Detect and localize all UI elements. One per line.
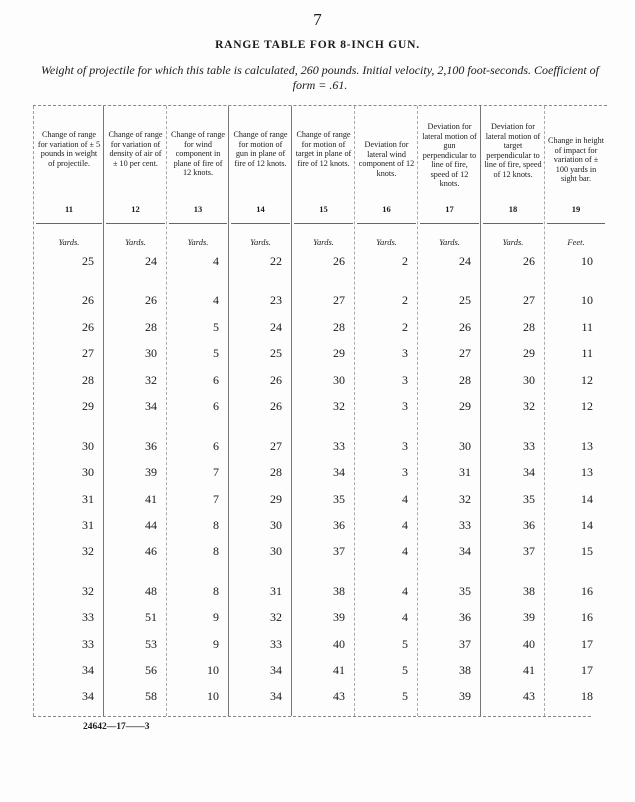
column-number: 12 bbox=[131, 204, 140, 214]
table-cell: 35 bbox=[459, 584, 471, 598]
column-header-rule bbox=[169, 223, 227, 224]
table-cell: 24 bbox=[270, 320, 282, 334]
table-column-13 bbox=[166, 106, 229, 716]
table-cell: 35 bbox=[523, 492, 535, 506]
table-cell: 26 bbox=[145, 293, 157, 307]
table-cell: 34 bbox=[270, 689, 282, 703]
table-cell: 24 bbox=[459, 254, 471, 268]
table-cell: 4 bbox=[402, 610, 408, 624]
table-cell: 32 bbox=[459, 492, 471, 506]
table-cell: 5 bbox=[213, 320, 219, 334]
column-number: 17 bbox=[445, 204, 454, 214]
table-cell: 32 bbox=[523, 399, 535, 413]
table-cell: 27 bbox=[459, 346, 471, 360]
table-cell: 34 bbox=[82, 689, 94, 703]
table-bottom-rule bbox=[33, 716, 591, 717]
table-cell: 29 bbox=[270, 492, 282, 506]
table-cell: 8 bbox=[213, 544, 219, 558]
column-number: 11 bbox=[64, 204, 74, 214]
table-cell: 41 bbox=[523, 663, 535, 677]
table-cell: 25 bbox=[270, 346, 282, 360]
table-cell: 10 bbox=[207, 689, 219, 703]
table-cell: 16 bbox=[581, 610, 593, 624]
table-cell: 48 bbox=[145, 584, 157, 598]
column-heading: Change of range for variation of ± 5 pounds in weight of projectile. bbox=[37, 130, 101, 168]
table-cell: 3 bbox=[402, 465, 408, 479]
table-cell: 34 bbox=[523, 465, 535, 479]
table-cell: 28 bbox=[333, 320, 345, 334]
table-cell: 15 bbox=[581, 544, 593, 558]
table-cell: 31 bbox=[82, 518, 94, 532]
table-cell: 51 bbox=[145, 610, 157, 624]
table-cell: 53 bbox=[145, 637, 157, 651]
table-cell: 13 bbox=[581, 465, 593, 479]
table-cell: 9 bbox=[213, 637, 219, 651]
table-cell: 25 bbox=[82, 254, 94, 268]
table-cell: 24 bbox=[145, 254, 157, 268]
table-cell: 40 bbox=[333, 637, 345, 651]
column-unit: Yards. bbox=[125, 237, 146, 247]
table-cell: 34 bbox=[82, 663, 94, 677]
table-cell: 5 bbox=[213, 346, 219, 360]
table-cell: 30 bbox=[459, 439, 471, 453]
table-cell: 29 bbox=[523, 346, 535, 360]
table-cell: 3 bbox=[402, 399, 408, 413]
table-cell: 58 bbox=[145, 689, 157, 703]
table-cell: 38 bbox=[523, 584, 535, 598]
table-cell: 31 bbox=[459, 465, 471, 479]
table-cell: 26 bbox=[523, 254, 535, 268]
table-cell: 30 bbox=[82, 439, 94, 453]
table-cell: 56 bbox=[145, 663, 157, 677]
table-cell: 2 bbox=[402, 293, 408, 307]
table-cell: 16 bbox=[581, 584, 593, 598]
table-cell: 4 bbox=[402, 492, 408, 506]
column-heading: Change of range for wind component in plane of fire of 12 knots. bbox=[170, 130, 226, 177]
table-cell: 26 bbox=[82, 293, 94, 307]
table-column-17 bbox=[417, 106, 481, 716]
column-unit: Yards. bbox=[58, 237, 80, 247]
table-cell: 37 bbox=[459, 637, 471, 651]
table-cell: 28 bbox=[270, 465, 282, 479]
column-heading: Change of range for variation of density of air of ± 10 per cent. bbox=[108, 130, 163, 168]
table-cell: 10 bbox=[581, 293, 593, 307]
table-cell: 5 bbox=[402, 637, 408, 651]
table-cell: 14 bbox=[581, 492, 593, 506]
table-cell: 28 bbox=[82, 373, 94, 387]
table-cell: 10 bbox=[207, 663, 219, 677]
column-header-rule bbox=[106, 223, 165, 224]
table-cell: 43 bbox=[523, 689, 535, 703]
table-column-18 bbox=[480, 106, 545, 716]
table-cell: 41 bbox=[145, 492, 157, 506]
table-cell: 2 bbox=[402, 254, 408, 268]
table-cell: 39 bbox=[333, 610, 345, 624]
table-cell: 35 bbox=[333, 492, 345, 506]
table-cell: 36 bbox=[523, 518, 535, 532]
table-cell: 34 bbox=[270, 663, 282, 677]
table-cell: 36 bbox=[459, 610, 471, 624]
table-cell: 7 bbox=[213, 492, 219, 506]
column-unit: Yards. bbox=[187, 237, 209, 247]
table-column-15 bbox=[291, 106, 355, 716]
table-cell: 3 bbox=[402, 439, 408, 453]
table-subtitle: Weight of projectile for which this table is calculated, 260 pounds. Initial velocity, 2,100 foot-seconds. Coefficient of form = .61. bbox=[40, 63, 600, 92]
table-cell: 31 bbox=[270, 584, 282, 598]
column-header-rule bbox=[231, 223, 290, 224]
table-cell: 28 bbox=[459, 373, 471, 387]
column-number: 15 bbox=[319, 204, 328, 214]
table-cell: 26 bbox=[459, 320, 471, 334]
table-cell: 2 bbox=[402, 320, 408, 334]
table-cell: 13 bbox=[581, 439, 593, 453]
table-cell: 3 bbox=[402, 346, 408, 360]
table-cell: 30 bbox=[145, 346, 157, 360]
table-cell: 25 bbox=[459, 293, 471, 307]
table-cell: 23 bbox=[270, 293, 282, 307]
column-heading: Change of range for motion of gun in plane of fire of 12 knots. bbox=[233, 130, 288, 168]
table-cell: 40 bbox=[523, 637, 535, 651]
column-unit: Yards. bbox=[439, 237, 460, 247]
column-heading: Change in height of impact for variation of ± 100 yards in sight bar. bbox=[548, 136, 604, 183]
table-cell: 6 bbox=[213, 373, 219, 387]
table-cell: 26 bbox=[270, 373, 282, 387]
table-cell: 39 bbox=[523, 610, 535, 624]
table-column-16 bbox=[354, 106, 418, 716]
table-cell: 11 bbox=[581, 320, 593, 334]
table-cell: 30 bbox=[82, 465, 94, 479]
table-cell: 27 bbox=[523, 293, 535, 307]
table-cell: 37 bbox=[333, 544, 345, 558]
table-cell: 27 bbox=[270, 439, 282, 453]
table-cell: 34 bbox=[459, 544, 471, 558]
table-cell: 3 bbox=[402, 373, 408, 387]
table-cell: 5 bbox=[402, 689, 408, 703]
column-unit: Yards. bbox=[502, 237, 524, 247]
table-column-14 bbox=[228, 106, 292, 716]
column-header-rule bbox=[357, 223, 416, 224]
column-header-rule bbox=[36, 223, 102, 224]
table-cell: 4 bbox=[402, 518, 408, 532]
table-column-12 bbox=[103, 106, 167, 716]
table-cell: 32 bbox=[82, 584, 94, 598]
table-cell: 36 bbox=[145, 439, 157, 453]
table-cell: 30 bbox=[333, 373, 345, 387]
table-cell: 4 bbox=[402, 584, 408, 598]
table-cell: 14 bbox=[581, 518, 593, 532]
page-number: 7 bbox=[313, 10, 322, 29]
table-cell: 32 bbox=[270, 610, 282, 624]
column-number: 18 bbox=[508, 204, 518, 214]
table-cell: 22 bbox=[270, 254, 282, 268]
table-cell: 39 bbox=[145, 465, 157, 479]
table-cell: 34 bbox=[333, 465, 345, 479]
table-cell: 33 bbox=[523, 439, 535, 453]
column-unit: Yards. bbox=[250, 237, 271, 247]
table-cell: 32 bbox=[82, 544, 94, 558]
table-column-11 bbox=[33, 106, 104, 716]
table-cell: 29 bbox=[333, 346, 345, 360]
column-unit: Yards. bbox=[313, 237, 334, 247]
column-unit: Yards. bbox=[376, 237, 397, 247]
column-header-rule bbox=[547, 223, 605, 224]
column-number: 19 bbox=[571, 204, 581, 214]
table-cell: 29 bbox=[459, 399, 471, 413]
column-number: 16 bbox=[382, 204, 391, 214]
table-cell: 8 bbox=[213, 518, 219, 532]
column-heading: Change of range for motion of target in plane of fire of 12 knots. bbox=[295, 130, 352, 168]
table-cell: 33 bbox=[333, 439, 345, 453]
table-cell: 44 bbox=[145, 518, 157, 532]
table-cell: 8 bbox=[213, 584, 219, 598]
table-cell: 34 bbox=[145, 399, 157, 413]
column-header-rule bbox=[294, 223, 353, 224]
footer-code: 24642—17——3 bbox=[83, 722, 150, 732]
table-cell: 33 bbox=[82, 637, 94, 651]
table-cell: 29 bbox=[82, 399, 94, 413]
column-unit: Feet. bbox=[567, 237, 585, 247]
table-cell: 9 bbox=[213, 610, 219, 624]
table-cell: 39 bbox=[459, 689, 471, 703]
table-cell: 26 bbox=[270, 399, 282, 413]
table-cell: 6 bbox=[213, 439, 219, 453]
table-cell: 46 bbox=[145, 544, 157, 558]
table-cell: 31 bbox=[82, 492, 94, 506]
column-number: 14 bbox=[256, 204, 265, 214]
table-cell: 33 bbox=[459, 518, 471, 532]
table-cell: 36 bbox=[333, 518, 345, 532]
table-cell: 33 bbox=[270, 637, 282, 651]
table-cell: 7 bbox=[213, 465, 219, 479]
table-cell: 26 bbox=[333, 254, 345, 268]
column-heading: Deviation for lateral wind component of 12 knots. bbox=[358, 140, 415, 178]
table-cell: 4 bbox=[213, 254, 219, 268]
table-cell: 30 bbox=[270, 544, 282, 558]
table-cell: 12 bbox=[581, 399, 593, 413]
table-cell: 6 bbox=[213, 399, 219, 413]
column-header-rule bbox=[420, 223, 479, 224]
table-cell: 43 bbox=[333, 689, 345, 703]
table-cell: 12 bbox=[581, 373, 593, 387]
column-heading: Deviation for lateral motion of gun perpendicular to line of fire, speed of 12 knots. bbox=[422, 122, 477, 188]
table-cell: 10 bbox=[581, 254, 593, 268]
table-cell: 30 bbox=[523, 373, 535, 387]
table-column-19 bbox=[544, 106, 607, 716]
table-cell: 38 bbox=[459, 663, 471, 677]
table-cell: 26 bbox=[82, 320, 94, 334]
column-number: 13 bbox=[193, 204, 203, 214]
table-cell: 41 bbox=[333, 663, 345, 677]
table-cell: 38 bbox=[333, 584, 345, 598]
table-cell: 11 bbox=[581, 346, 593, 360]
table-cell: 32 bbox=[145, 373, 157, 387]
column-heading: Deviation for lateral motion of target perpendicular to line of fire, speed of 12 knots. bbox=[484, 122, 542, 179]
table-cell: 4 bbox=[402, 544, 408, 558]
column-header-rule bbox=[483, 223, 543, 224]
table-cell: 30 bbox=[270, 518, 282, 532]
table-cell: 4 bbox=[213, 293, 219, 307]
table-cell: 17 bbox=[581, 637, 593, 651]
table-cell: 28 bbox=[523, 320, 535, 334]
table-cell: 28 bbox=[145, 320, 157, 334]
table-title: RANGE TABLE FOR 8-INCH GUN. bbox=[215, 39, 420, 51]
table-cell: 33 bbox=[82, 610, 94, 624]
table-cell: 17 bbox=[581, 663, 593, 677]
table-cell: 5 bbox=[402, 663, 408, 677]
table-cell: 32 bbox=[333, 399, 345, 413]
table-cell: 37 bbox=[523, 544, 535, 558]
table-cell: 27 bbox=[333, 293, 345, 307]
table-cell: 18 bbox=[581, 689, 593, 703]
table-cell: 27 bbox=[82, 346, 94, 360]
